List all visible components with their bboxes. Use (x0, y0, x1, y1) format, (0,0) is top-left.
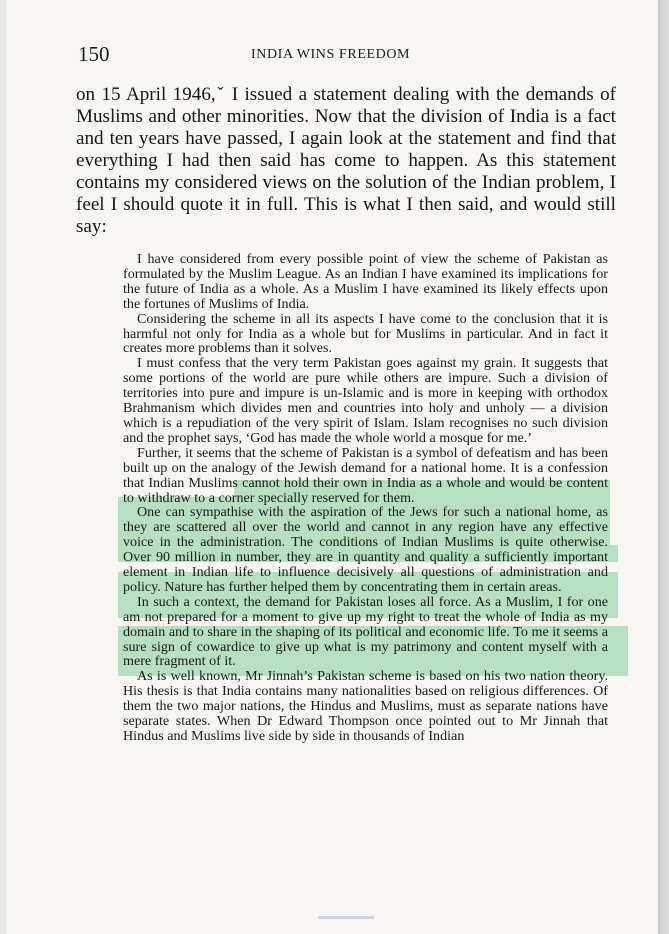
quote-paragraph: One can sympathise with the aspiration of the Jews for such a national home, as they are scattered all over the world and cannot in any region have any effective voice in the administration. The conditions of Indian Muslims is quite otherwise. Over 90 million in number, they are in quantity and quality a sufficiently important element in Indian life to influence decisively all questions of administration and policy. Nature has further helped them by concentrating them in certain areas. (123, 504, 608, 595)
quote-paragraph: I must confess that the very term Pakistan goes against my grain. It suggests that some portions of the world are pure while others are impure. Such a division of territories into pure and impure is un-Islamic and is more in keeping with orthodox Brahmanism which divides men and countries into holy and unholy — a division which is a repudiation of the very spirit of Islam. Islam recognises no such division and the prophet says, ‘God has made the whole world a mosque for me.’ (123, 355, 608, 446)
running-head: INDIA WINS FREEDOM (251, 47, 411, 62)
page-header (78, 42, 598, 72)
intro-paragraph: on 15 April 1946,ˇ I issued a statement dealing with the demands of Muslims and other minorities. Now that the division of India is a fact and ten years have passed, I again look at the statement and find that everything I had then said has come to happen. As this statement contains my considered views on the solution of the Indian problem, I feel I should quote it in full. This is what I then said, and would still say: (76, 84, 616, 237)
page-edge-shadow (658, 0, 669, 934)
quoted-statement (123, 252, 608, 744)
bottom-edge-mark (318, 916, 374, 919)
quote-paragraph: I have considered from every possible point of view the scheme of Pakistan as formulated by the Muslim League. As an Indian I have examined its implications for the future of India as a whole. As a Muslim I have examined its likely effects upon the fortunes of Muslims of India. (123, 251, 608, 312)
quote-paragraph: As is well known, Mr Jinnah’s Pakistan scheme is based on his two nation theory. His thesis is that India contains many nationalities based on religious differences. Of them the two major nations, the Hindus and Muslims, must as separate nations have separate states. When Dr Edward Thompson once pointed out to Mr Jinnah that Hindus and Muslims live side by side in thousands of Indian (123, 668, 608, 744)
quote-paragraph: Considering the scheme in all its aspects I have come to the conclusion that it is harmful not only for India as a whole but for Muslims in particular. And in fact it creates more problems than it solves. (123, 310, 608, 357)
page-number: 150 (78, 42, 110, 66)
book-page (6, 0, 658, 934)
quote-paragraph: Further, it seems that the scheme of Pakistan is a symbol of defeatism and has been built up on the analogy of the Jewish demand for a national home. It is a confession that Indian Muslims cannot hold their own in India as a whole and would be content to withdraw to a corner specially reserved for them. (123, 444, 608, 506)
quote-paragraph: In such a context, the demand for Pakistan loses all force. As a Muslim, I for one am not prepared for a moment to give up my right to treat the whole of India as my domain and to share in the shaping of its political and economic life. To me it seems a sure sign of cowardice to give up what is my patrimony and content myself with a mere fragment of it. (123, 593, 608, 670)
